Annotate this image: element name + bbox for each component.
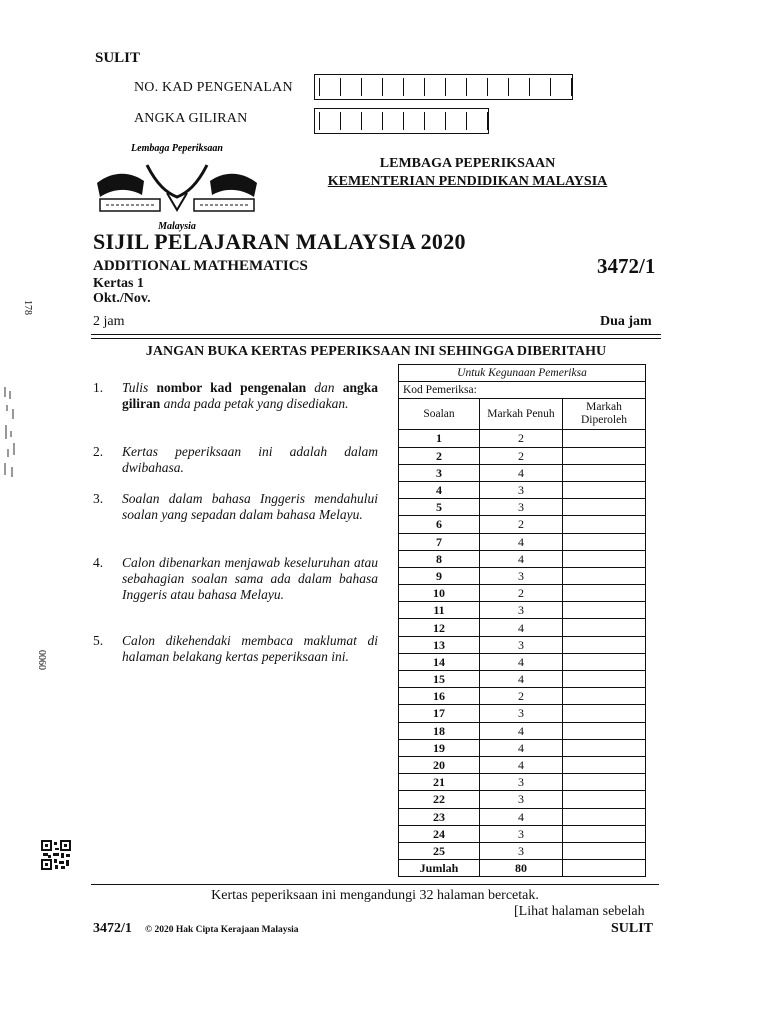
- ic-digit-box[interactable]: [467, 78, 488, 96]
- index-digit-box[interactable]: [383, 112, 404, 130]
- instruction-number: 4.: [93, 555, 104, 570]
- marks-obtained-cell[interactable]: [563, 808, 646, 825]
- question-number-cell: 20: [399, 756, 480, 773]
- exam-month: Okt./Nov.: [93, 291, 151, 306]
- full-marks-cell: 4: [480, 533, 563, 550]
- classification-bottom: SULIT: [611, 921, 654, 936]
- question-number-cell: 24: [399, 825, 480, 842]
- footer-divider: [91, 884, 659, 885]
- table-row: [399, 550, 646, 567]
- full-marks-cell: 3: [480, 705, 563, 722]
- col-header-marks-obtained: Markah Diperoleh: [563, 399, 646, 430]
- exam-board-logo: [92, 135, 262, 235]
- full-marks-cell: 4: [480, 671, 563, 688]
- instruction-number: 5.: [93, 633, 104, 648]
- table-row: [399, 825, 646, 842]
- instruction-item: [93, 491, 378, 523]
- instruction-number: 2.: [93, 444, 104, 459]
- marks-obtained-cell[interactable]: [563, 636, 646, 653]
- question-number-cell: 14: [399, 653, 480, 670]
- full-marks-cell: 4: [480, 653, 563, 670]
- table-row: [399, 739, 646, 756]
- ic-digit-box[interactable]: [383, 78, 404, 96]
- instruction-text: Soalan dalam bahasa Inggeris mendahului soalan yang sepadan dalam bahasa Melayu.: [122, 491, 378, 522]
- full-marks-cell: 2: [480, 585, 563, 602]
- full-marks-cell: 4: [480, 808, 563, 825]
- question-number-cell: 9: [399, 567, 480, 584]
- org-line-2: KEMENTERIAN PENDIDIKAN MALAYSIA: [327, 174, 608, 189]
- see-next-page-note: [Lihat halaman sebelah: [514, 904, 645, 919]
- marks-obtained-cell[interactable]: [563, 585, 646, 602]
- table-row: [399, 481, 646, 498]
- question-number-cell: 11: [399, 602, 480, 619]
- full-marks-cell: 2: [480, 430, 563, 447]
- subject-name: ADDITIONAL MATHEMATICS: [93, 258, 308, 274]
- marks-obtained-cell[interactable]: [563, 602, 646, 619]
- copyright-notice: © 2020 Hak Cipta Kerajaan Malaysia: [145, 925, 299, 935]
- table-row: [399, 688, 646, 705]
- exam-title: SIJIL PELAJARAN MALAYSIA 2020: [93, 229, 466, 254]
- ic-number-boxes[interactable]: [314, 74, 573, 100]
- full-marks-cell: 4: [480, 739, 563, 756]
- org-line-1: LEMBAGA PEPERIKSAAN: [379, 156, 556, 171]
- col-header-question: Soalan: [399, 399, 480, 430]
- index-digit-box[interactable]: [425, 112, 446, 130]
- marks-obtained-cell[interactable]: [563, 533, 646, 550]
- index-digit-box[interactable]: [446, 112, 467, 130]
- question-number-cell: 3: [399, 464, 480, 481]
- question-number-cell: 22: [399, 791, 480, 808]
- question-number-cell: 21: [399, 774, 480, 791]
- paper-number: Kertas 1: [93, 276, 144, 291]
- marks-obtained-cell[interactable]: [563, 567, 646, 584]
- question-number-cell: 8: [399, 550, 480, 567]
- table-row: [399, 653, 646, 670]
- footer-paper-code: 3472/1: [93, 921, 132, 936]
- instruction-text: Tulis nombor kad pengenalan dan angka giliran anda pada petak yang disediakan.: [122, 380, 378, 411]
- table-row: [399, 671, 646, 688]
- instruction-text: Calon dibenarkan menjawab keseluruhan atau sebahagian soalan sama ada dalam bahasa Inggeris atau bahasa Melayu.: [122, 555, 378, 602]
- marks-obtained-cell[interactable]: [563, 688, 646, 705]
- marks-obtained-cell[interactable]: [563, 739, 646, 756]
- full-marks-cell: 3: [480, 774, 563, 791]
- index-number-label: ANGKA GILIRAN: [134, 111, 248, 126]
- question-number-cell: 2: [399, 447, 480, 464]
- index-digit-box[interactable]: [362, 112, 383, 130]
- full-marks-cell: 3: [480, 636, 563, 653]
- table-row: [399, 791, 646, 808]
- full-marks-cell: 3: [480, 567, 563, 584]
- marks-obtained-cell[interactable]: [563, 550, 646, 567]
- question-number-cell: 16: [399, 688, 480, 705]
- question-number-cell: 15: [399, 671, 480, 688]
- instruction-item: [93, 380, 378, 412]
- total-obtained-cell[interactable]: [563, 860, 646, 877]
- side-scan-marks: [2, 385, 18, 480]
- question-number-cell: 7: [399, 533, 480, 550]
- marks-body: [399, 430, 646, 860]
- question-number-cell: 13: [399, 636, 480, 653]
- index-digit-box[interactable]: [404, 112, 425, 130]
- ic-digit-box[interactable]: [551, 78, 572, 96]
- table-row: [399, 705, 646, 722]
- table-row: [399, 585, 646, 602]
- question-number-cell: 23: [399, 808, 480, 825]
- marks-obtained-cell[interactable]: [563, 499, 646, 516]
- side-page-number: 178: [22, 300, 33, 315]
- table-row: [399, 808, 646, 825]
- full-marks-cell: 2: [480, 516, 563, 533]
- marks-obtained-cell[interactable]: [563, 481, 646, 498]
- ic-digit-box[interactable]: [341, 78, 362, 96]
- table-row: [399, 619, 646, 636]
- ic-digit-box[interactable]: [446, 78, 467, 96]
- question-number-cell: 19: [399, 739, 480, 756]
- instruction-text: Calon dikehendaki membaca maklumat di halaman belakang kertas peperiksaan ini.: [122, 633, 378, 664]
- marks-obtained-cell[interactable]: [563, 671, 646, 688]
- marks-obtained-cell[interactable]: [563, 516, 646, 533]
- col-header-full-marks: Markah Penuh: [480, 399, 563, 430]
- ic-digit-box[interactable]: [425, 78, 446, 96]
- question-number-cell: 17: [399, 705, 480, 722]
- table-row: [399, 516, 646, 533]
- warning-text: JANGAN BUKA KERTAS PEPERIKSAAN INI SEHINGGA DIBERITAHU: [145, 344, 607, 359]
- full-marks-cell: 4: [480, 464, 563, 481]
- paper-code: 3472/1: [597, 254, 656, 278]
- ic-digit-box[interactable]: [509, 78, 530, 96]
- ic-digit-box[interactable]: [404, 78, 425, 96]
- ic-number-label: NO. KAD PENGENALAN: [134, 80, 293, 95]
- qr-code-icon: [41, 840, 71, 870]
- table-row: [399, 567, 646, 584]
- duration-english: 2 jam: [93, 314, 125, 329]
- index-digit-box[interactable]: [319, 112, 341, 130]
- full-marks-cell: 3: [480, 825, 563, 842]
- table-row: [399, 774, 646, 791]
- full-marks-cell: 3: [480, 842, 563, 859]
- full-marks-cell: 4: [480, 619, 563, 636]
- table-row: [399, 447, 646, 464]
- table-row: [399, 533, 646, 550]
- instruction-number: 1.: [93, 380, 104, 395]
- table-row: [399, 636, 646, 653]
- marks-obtained-cell[interactable]: [563, 756, 646, 773]
- marks-obtained-cell[interactable]: [563, 774, 646, 791]
- table-title: Untuk Kegunaan Pemeriksa: [399, 365, 646, 382]
- question-number-cell: 5: [399, 499, 480, 516]
- full-marks-cell: 4: [480, 756, 563, 773]
- full-marks-cell: 4: [480, 550, 563, 567]
- table-row: [399, 430, 646, 447]
- ic-digit-box[interactable]: [362, 78, 383, 96]
- instruction-item: [93, 555, 378, 603]
- table-row: [399, 499, 646, 516]
- ic-digit-box[interactable]: [530, 78, 551, 96]
- question-number-cell: 4: [399, 481, 480, 498]
- logo-top-text: Lembaga Peperiksaan: [131, 143, 223, 154]
- marks-obtained-cell[interactable]: [563, 619, 646, 636]
- marks-obtained-cell[interactable]: [563, 825, 646, 842]
- full-marks-cell: 3: [480, 499, 563, 516]
- duration-malay: Dua jam: [600, 314, 652, 329]
- instruction-number: 3.: [93, 491, 104, 506]
- index-digit-box[interactable]: [341, 112, 362, 130]
- marks-obtained-cell[interactable]: [563, 464, 646, 481]
- marks-obtained-cell[interactable]: [563, 447, 646, 464]
- ic-digit-box[interactable]: [488, 78, 509, 96]
- table-row: [399, 602, 646, 619]
- table-row: [399, 842, 646, 859]
- side-serial-number: 0060: [36, 650, 47, 670]
- instruction-item: [93, 444, 378, 476]
- marks-obtained-cell[interactable]: [563, 722, 646, 739]
- divider: [91, 338, 661, 339]
- divider: [91, 334, 661, 335]
- full-marks-cell: 2: [480, 688, 563, 705]
- full-marks-cell: 4: [480, 722, 563, 739]
- marks-obtained-cell[interactable]: [563, 705, 646, 722]
- total-value: 80: [480, 860, 563, 877]
- marks-obtained-cell[interactable]: [563, 653, 646, 670]
- table-row: [399, 722, 646, 739]
- full-marks-cell: 3: [480, 602, 563, 619]
- index-digit-box[interactable]: [467, 112, 488, 130]
- examiner-marks-table: [398, 364, 646, 877]
- classification-top: SULIT: [95, 50, 141, 66]
- question-number-cell: 6: [399, 516, 480, 533]
- page-count-note: Kertas peperiksaan ini mengandungi 32 halaman bercetak.: [211, 888, 539, 903]
- question-number-cell: 10: [399, 585, 480, 602]
- question-number-cell: 1: [399, 430, 480, 447]
- question-number-cell: 25: [399, 842, 480, 859]
- question-number-cell: 18: [399, 722, 480, 739]
- full-marks-cell: 2: [480, 447, 563, 464]
- ic-digit-box[interactable]: [319, 78, 341, 96]
- examiner-code-field[interactable]: Kod Pemeriksa:: [399, 382, 646, 399]
- table-row: [399, 756, 646, 773]
- marks-obtained-cell[interactable]: [563, 430, 646, 447]
- instruction-item: [93, 633, 378, 665]
- marks-obtained-cell[interactable]: [563, 842, 646, 859]
- full-marks-cell: 3: [480, 791, 563, 808]
- instruction-text: Kertas peperiksaan ini adalah dalam dwibahasa.: [122, 444, 378, 475]
- table-row: [399, 464, 646, 481]
- marks-obtained-cell[interactable]: [563, 791, 646, 808]
- total-label: Jumlah: [399, 860, 480, 877]
- total-row: [399, 860, 646, 877]
- full-marks-cell: 3: [480, 481, 563, 498]
- question-number-cell: 12: [399, 619, 480, 636]
- logo-bottom-text: Malaysia: [158, 221, 196, 232]
- index-number-boxes[interactable]: [314, 108, 489, 134]
